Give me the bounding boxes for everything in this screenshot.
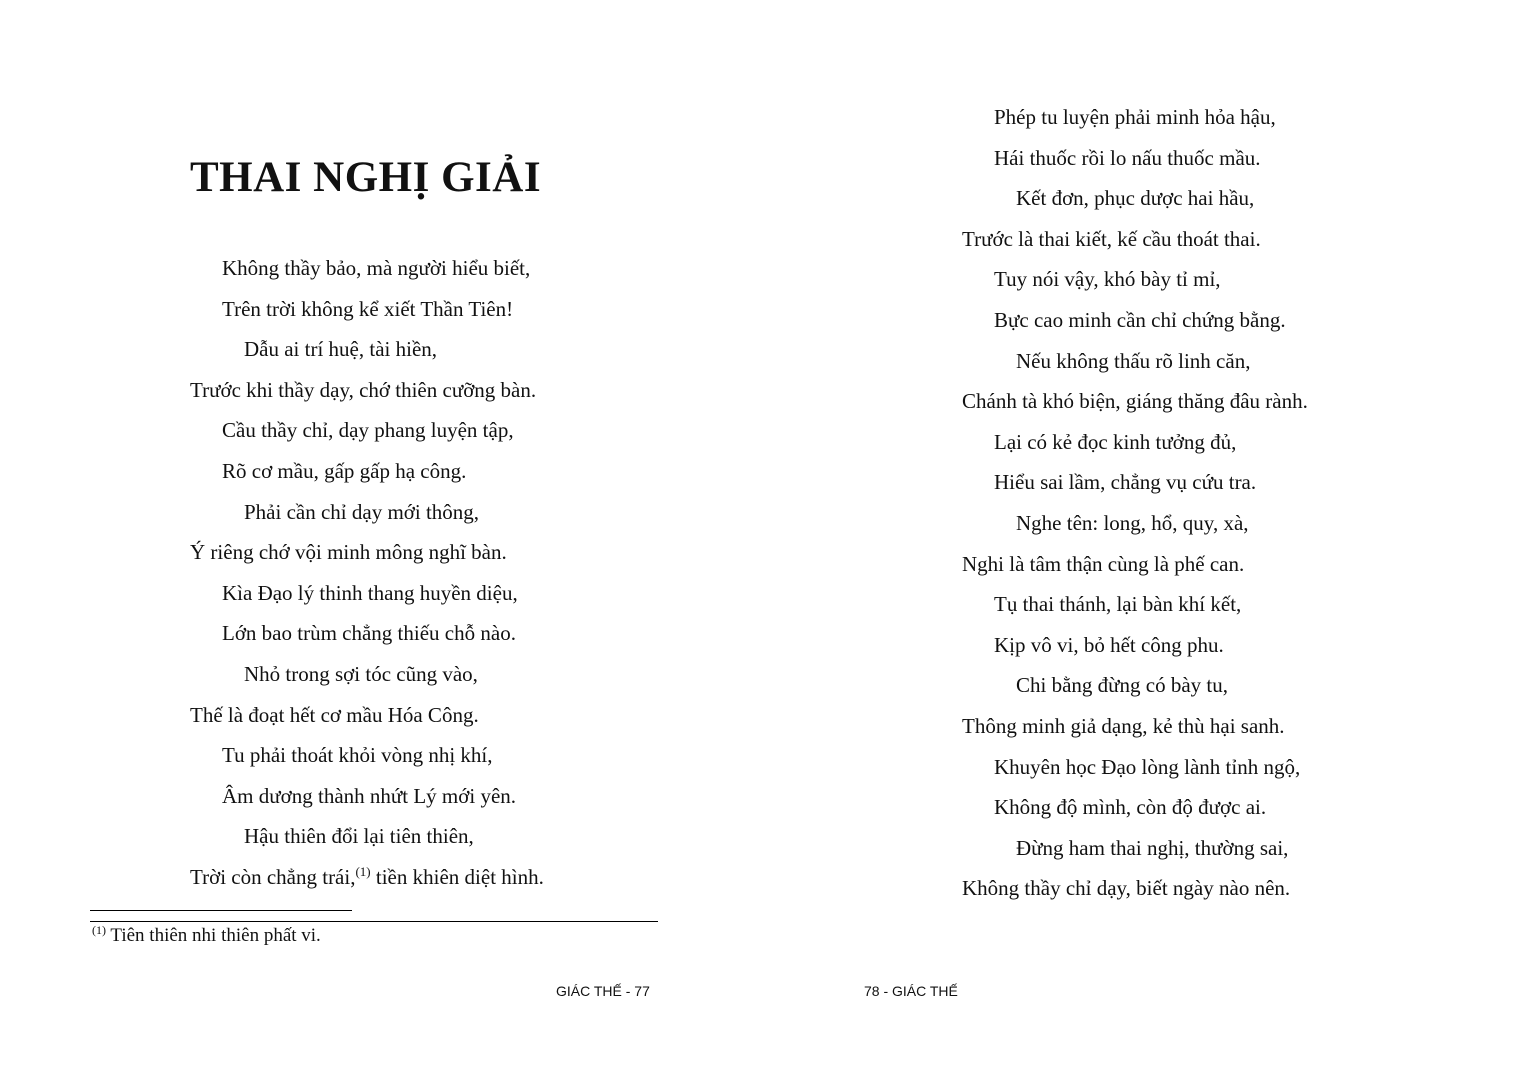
poem-line: Trước khi thầy dạy, chớ thiên cưỡng bàn.	[190, 377, 537, 402]
poem-line: Kìa Đạo lý thinh thang huyền diệu,	[222, 580, 518, 605]
poem-line-text: Trời còn chẳng trái,	[190, 864, 356, 889]
poem-line: Phải cần chỉ dạy mới thông,	[244, 499, 480, 524]
poem-line: Tu phải thoát khỏi vòng nhị khí,	[222, 743, 493, 768]
poem-line: Thông minh giả dạng, kẻ thù hại sanh.	[962, 713, 1285, 738]
poem-line: Nghe tên: long, hổ, quy, xà,	[1016, 510, 1249, 535]
poem-line: Rõ cơ mầu, gấp gấp hạ công.	[222, 458, 467, 483]
poem-line: Chánh tà khó biện, giáng thăng đâu rành.	[962, 389, 1308, 414]
poem-line: Khuyên học Đạo lòng lành tỉnh ngộ,	[994, 754, 1301, 779]
poem-line: Không độ mình, còn độ được ai.	[994, 795, 1267, 820]
page-number-right: 78 - GIÁC THẾ	[864, 983, 958, 999]
poem-line: Kết đơn, phục dược hai hầu,	[1016, 186, 1255, 211]
poem-line: Hiểu sai lầm, chẳng vụ cứu tra.	[994, 470, 1257, 495]
poem-line: Trước là thai kiết, kế cầu thoát thai.	[962, 226, 1261, 251]
footnote-reference[interactable]: (1)	[355, 863, 371, 879]
poem-line: Bực cao minh cần chỉ chứng bằng.	[994, 307, 1286, 332]
poem-line: Phép tu luyện phải minh hỏa hậu,	[994, 105, 1276, 129]
poem-line: Thế là đoạt hết cơ mầu Hóa Công.	[190, 702, 479, 727]
poem-line: Trên trời không kể xiết Thần Tiên!	[222, 296, 514, 321]
footnote	[92, 923, 321, 949]
poem-line: Tụ thai thánh, lại bàn khí kết,	[994, 592, 1242, 617]
poem-line: Lớn bao trùm chẳng thiếu chỗ nào.	[222, 621, 516, 646]
poem-line: Hậu thiên đổi lại tiên thiên,	[244, 824, 474, 849]
poem-line: Hái thuốc rồi lo nấu thuốc mầu.	[994, 145, 1261, 170]
poem-line-last	[190, 857, 544, 898]
footnote-mark: (1)	[92, 923, 106, 937]
footnote-separator-short	[90, 910, 352, 911]
poem-line: Không thầy chỉ dạy, biết ngày nào nên.	[962, 876, 1291, 901]
poem-line: Lại có kẻ đọc kinh tưởng đủ,	[994, 429, 1237, 454]
right-page	[760, 0, 1520, 1076]
poem-line: Cầu thầy chỉ, dạy phang luyện tập,	[222, 418, 514, 443]
chapter-title: THAI NGHỊ GIẢI	[190, 154, 542, 201]
poem-line-text: tiền khiên diệt hình.	[370, 864, 544, 889]
poem-right	[962, 97, 1308, 909]
poem-left	[190, 248, 544, 898]
poem-line: Không thầy bảo, mà người hiểu biết,	[222, 256, 531, 280]
poem-line: Đừng ham thai nghị, thường sai,	[1016, 835, 1289, 860]
poem-line: Nếu không thấu rõ linh căn,	[1016, 348, 1251, 373]
footnote-text: Tiên thiên nhi thiên phất vi.	[106, 925, 321, 946]
poem-line: Dẫu ai trí huệ, tài hiền,	[244, 337, 438, 362]
poem-line: Tuy nói vậy, khó bày tỉ mỉ,	[994, 267, 1221, 292]
page-number-left: GIÁC THẾ - 77	[556, 983, 650, 999]
poem-line: Kịp vô vi, bỏ hết công phu.	[994, 632, 1224, 657]
poem-line: Nghi là tâm thận cùng là phế can.	[962, 551, 1245, 576]
poem-line: Âm dương thành nhứt Lý mới yên.	[222, 783, 517, 808]
poem-line: Chi bằng đừng có bày tu,	[1016, 673, 1229, 698]
footnote-separator-long	[90, 921, 658, 922]
poem-line: Nhỏ trong sợi tóc cũng vào,	[244, 661, 478, 686]
poem-line: Ý riêng chớ vội minh mông nghĩ bàn.	[190, 540, 507, 565]
